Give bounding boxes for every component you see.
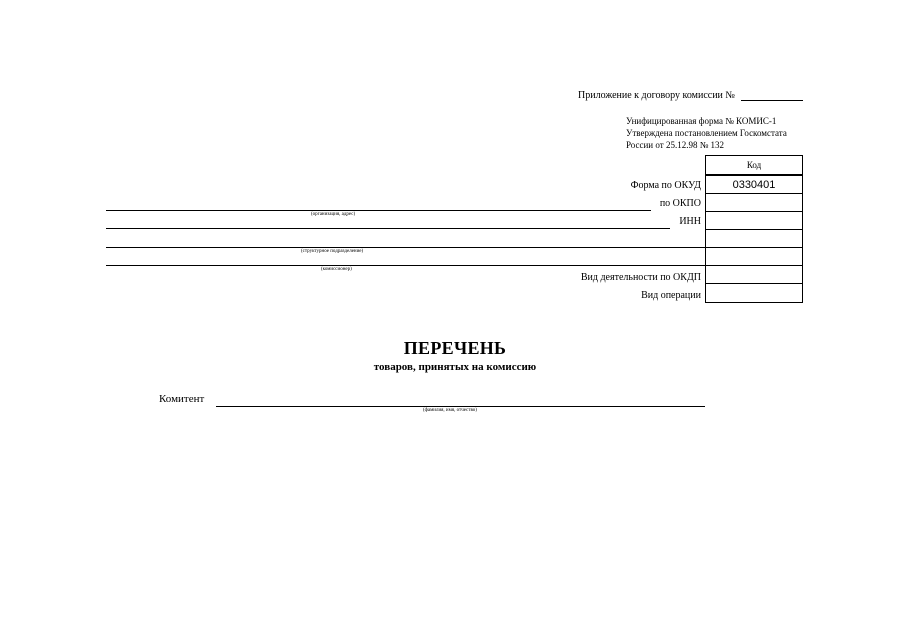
- commissioner-code-value[interactable]: [706, 247, 802, 265]
- appendix-number-line[interactable]: [741, 100, 803, 101]
- consignor-caption: (фамилия, имя, отчество): [423, 408, 477, 413]
- commissioner-caption: (комиссионер): [321, 267, 352, 272]
- department-code-value[interactable]: [706, 229, 802, 247]
- operation-value[interactable]: [706, 283, 802, 302]
- approved-line-1: Утверждена постановлением Госкомстата: [626, 128, 787, 138]
- unified-form-label: Унифицированная форма № КОМИС-1: [626, 116, 777, 126]
- document-title: ПЕРЕЧЕНЬ: [403, 338, 507, 358]
- consignor-label: Комитент: [159, 393, 205, 405]
- okud-label: Форма по ОКУД: [630, 180, 701, 191]
- okdp-label: Вид деятельности по ОКДП: [580, 272, 701, 283]
- appendix-label: Приложение к договору комиссии №: [578, 90, 735, 101]
- document-subtitle: товаров, принятых на комиссию: [373, 361, 537, 373]
- okpo-label: по ОКПО: [659, 198, 701, 209]
- approved-line-2: России от 25.12.98 № 132: [626, 140, 725, 150]
- commissioner-line[interactable]: [106, 265, 705, 266]
- department-line[interactable]: [106, 247, 705, 248]
- okud-value[interactable]: 0330401: [706, 174, 802, 193]
- okpo-value[interactable]: [706, 193, 802, 211]
- code-header: Код: [746, 160, 762, 170]
- operation-label: Вид операции: [641, 290, 701, 301]
- okdp-value[interactable]: [706, 265, 802, 283]
- inn-label: ИНН: [679, 216, 701, 227]
- organization-caption: (организация, адрес): [311, 212, 356, 217]
- consignor-line[interactable]: [216, 406, 705, 407]
- inn-value[interactable]: [706, 211, 802, 229]
- department-caption: (структурное подразделение): [301, 249, 364, 254]
- code-box: [705, 155, 803, 303]
- organization-line-2[interactable]: [106, 228, 670, 229]
- organization-line[interactable]: [106, 210, 651, 211]
